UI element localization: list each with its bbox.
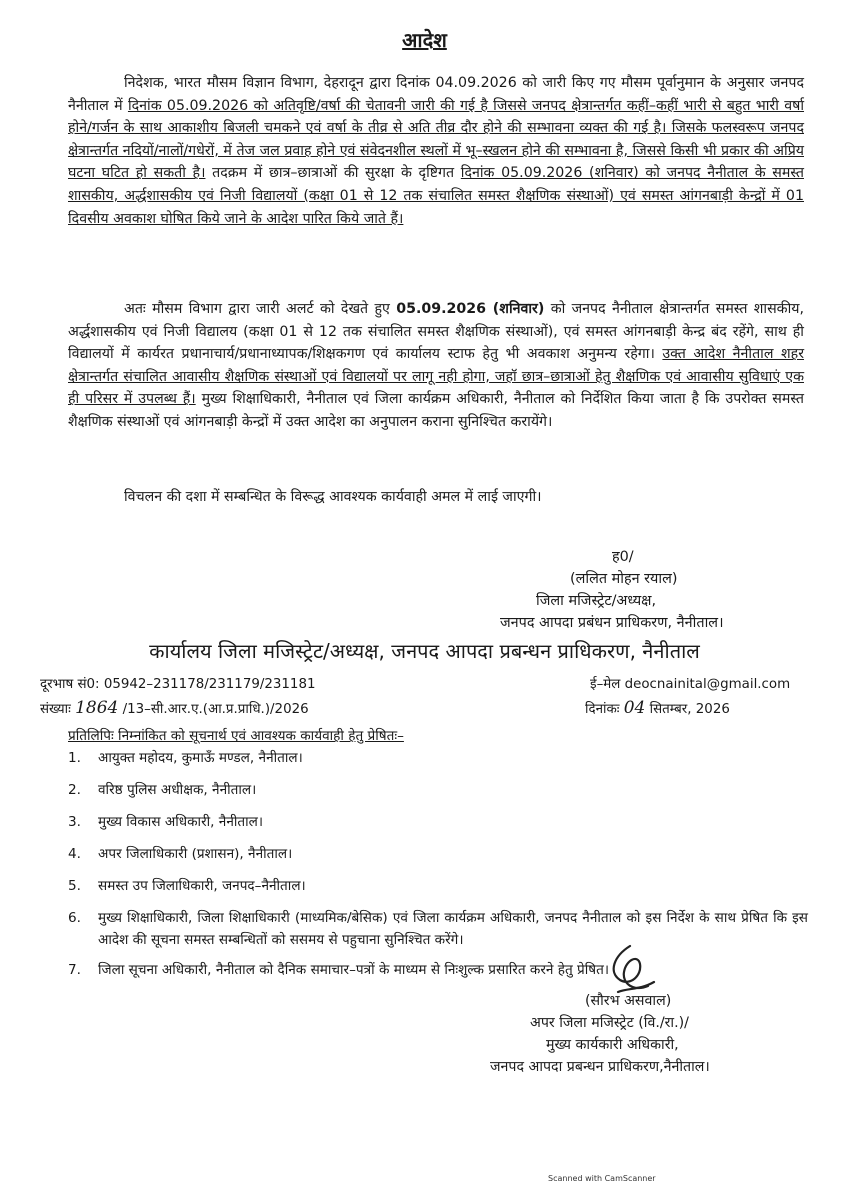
recipient-number: 7. — [68, 962, 81, 978]
p1-underlined-2: जिसके फलस्वरूप जनपद क्षेत्रान्तर्गत नदियों/नालों/गधेरों, में तेज जल प्रवाह होने एवं संवेदनशील स्थलों में भू–स्खलन होने की सम्भावना है, जिससे किसी भी प्रकार की अप्रिय घटना घटित हो सकती है। — [68, 120, 804, 182]
signature-initial: ह0/ — [612, 549, 634, 565]
date-handwritten: 04 — [623, 698, 646, 718]
recipient-text: अपर जिलाधिकारी (प्रशासन), नैनीताल। — [98, 846, 293, 862]
signatory-2-role-1: अपर जिला मजिस्ट्रेट (वि./रा.)/ — [530, 1015, 689, 1031]
signature-block-adm — [490, 990, 710, 1078]
signatory-role-1: जिला मजिस्ट्रेट/अध्यक्ष, — [536, 593, 657, 609]
phone-label: दूरभाष सं0: — [40, 677, 100, 692]
recipient-item — [68, 811, 808, 833]
order-paragraph-3: विचलन की दशा में सम्बन्धित के विरूद्ध आवश्यक कार्यवाही अमल में लाई जाएगी। — [124, 489, 542, 505]
order-paragraph-2 — [68, 298, 804, 434]
recipient-list — [68, 747, 808, 991]
p1-text: निदेशक, भारत मौसम विज्ञान विभाग, देहरादून द्वारा दिनांक 04.09.2026 को जारी किए गए मौसम पूर्वानुमान के अनुसार जनपद नैनीताल में — [68, 75, 804, 114]
reference-line — [40, 698, 790, 718]
recipient-item — [68, 875, 808, 897]
office-heading: कार्यालय जिला मजिस्ट्रेट/अध्यक्ष, जनपद आपदा प्रबन्धन प्राधिकरण, नैनीताल — [149, 639, 700, 663]
p1-text-2: तदक्रम में छात्र–छात्राओं की सुरक्षा के दृष्टिगत — [205, 165, 461, 182]
recipient-item — [68, 959, 808, 981]
recipient-number: 2. — [68, 782, 81, 798]
copy-to-heading: प्रतिलिपिः निम्नांकित को सूचनार्थ एवं आवश्यक कार्यवाही हेतु प्रेषितः– — [68, 728, 404, 744]
p2-text: अतः मौसम विभाग द्वारा जारी अलर्ट को देखते हुए — [124, 301, 397, 317]
p2-date: 05.09.2026 (शनिवार) — [396, 301, 545, 317]
recipient-number: 4. — [68, 846, 81, 862]
document-title: आदेश — [402, 28, 447, 52]
p1-underlined-3: दिनांक 05.09.2026 (शनिवार) को जनपद नैनीताल के समस्त शासकीय, अर्द्धशासकीय एवं निजी विद्यालयों (कक्षा 01 से 12 तक संचालित समस्त शैक्षणिक संस्थाओं) एवं समस्त आंगनबाड़ी केन्द्रों में 01 दिवसीय अवकाश घोषित किये जाने के आदेश पारित किये जाते हैं। — [68, 165, 804, 227]
reference-suffix: /13–सी.आर.ए.(आ.प्र.प्राधि.)/2026 — [122, 702, 309, 717]
recipient-text: वरिष्ठ पुलिस अधीक्षक, नैनीताल। — [98, 782, 257, 798]
recipient-number: 3. — [68, 814, 81, 830]
phone-number: 05942–231178/231179/231181 — [103, 677, 316, 692]
date-label: दिनांकः — [585, 702, 620, 717]
date-block — [585, 698, 730, 718]
recipient-number: 1. — [68, 750, 81, 766]
recipient-item — [68, 907, 808, 951]
recipient-item — [68, 747, 808, 769]
recipient-text: जिला सूचना अधिकारी, नैनीताल को दैनिक समाचार–पत्रों के माध्यम से निःशुल्क प्रसारित करने हेतु प्रेषित। — [98, 962, 610, 978]
reference-number-handwritten: 1864 — [75, 698, 119, 718]
recipient-text: समस्त उप जिलाधिकारी, जनपद–नैनीताल। — [98, 878, 306, 894]
order-paragraph-1 — [68, 72, 804, 230]
p2-underlined: उक्त आदेश नैनीताल शहर क्षेत्रान्तर्गत संचालित आवासीय शैक्षणिक संस्थाओं एवं विद्यालयों पर लागू नही होगा, जहॉ छात्र–छात्राओं हेतु शैक्षणिक एवं आवासीय सुविधाएं एक ही परिसर में उपलब्ध हैं। — [68, 346, 805, 408]
signature-block-dm — [500, 546, 724, 634]
email-label: ई–मेल — [590, 677, 621, 692]
signatory-name: (ललित मोहन रयाल) — [570, 571, 678, 587]
email-address: deocnainital@gmail.com — [624, 677, 791, 692]
email-block — [590, 674, 790, 692]
p1-underlined-1: दिनांक 05.09.2026 को अतिवृष्टि/वर्षा की चेतावनी जारी की गई है जिससे जनपद क्षेत्रान्तर्गत कहीं–कहीं भारी से बहुत भारी वर्षा होने/गर्जन के साथ आकाशीय बिजली चमकने एवं वर्षा के तीव्र से अति तीव्र दौर होने की सम्भावना व्यक्त की गई है। — [68, 97, 805, 137]
recipient-number: 6. — [68, 910, 81, 926]
date-suffix: सितम्बर, 2026 — [649, 702, 730, 717]
recipient-item — [68, 779, 808, 801]
contact-line — [40, 674, 790, 692]
recipient-text: आयुक्त महोदय, कुमाऊँ मण्डल, नैनीताल। — [98, 750, 303, 766]
recipient-text: मुख्य विकास अधिकारी, नैनीताल। — [98, 814, 264, 830]
scanner-footer: Scanned with CamScanner — [548, 1174, 656, 1183]
signatory-role-2: जनपद आपदा प्रबंधन प्राधिकरण, नैनीताल। — [500, 615, 724, 631]
recipient-number: 5. — [68, 878, 81, 894]
p2-text-2: को जनपद नैनीताल क्षेत्रान्तर्गत समस्त शासकीय, अर्द्धशासकीय एवं निजी विद्यालय (कक्षा 01 से 12 तक संचालित समस्त शैक्षणिक संस्थाओं), एवं समस्त आंगनबाड़ी केन्द्र बंद रहेंगे, साथ ही विद्यालयों में कार्यरत प्रधानाचार्य/प्रधानाध्यापक/शिक्षकगण एवं कार्यालय स्टाफ हेतु भी अवकाश अनुमन्य रहेगा। — [68, 301, 804, 363]
reference-label: संख्याः — [40, 702, 71, 717]
p2-text-3: मुख्य शिक्षाधिकारी, नैनीताल एवं जिला कार्यक्रम अधिकारी, नैनीताल को निर्देशित किया जाता है कि उपरोक्त समस्त शैक्षणिक संस्थाओं एवं आंगनबाड़ी केन्द्रों में उक्त आदेश का अनुपालन कराना सुनिश्चित करायेंगे। — [68, 391, 804, 430]
signatory-2-role-2: मुख्य कार्यकारी अधिकारी, — [546, 1037, 679, 1053]
signatory-2-role-3: जनपद आपदा प्रबन्धन प्राधिकरण,नैनीताल। — [490, 1059, 710, 1075]
signatory-2-name: (सौरभ असवाल) — [585, 993, 672, 1009]
recipient-text: मुख्य शिक्षाधिकारी, जिला शिक्षाधिकारी (माध्यमिक/बेसिक) एवं जिला कार्यक्रम अधिकारी, जनपद नैनीताल को इस निर्देश के साथ प्रेषित कि इस आदेश की सूचना समस्त सम्बन्धितों को ससमय से पहुचाना सुनिश्चित करेंगे। — [98, 910, 808, 948]
recipient-item — [68, 843, 808, 865]
